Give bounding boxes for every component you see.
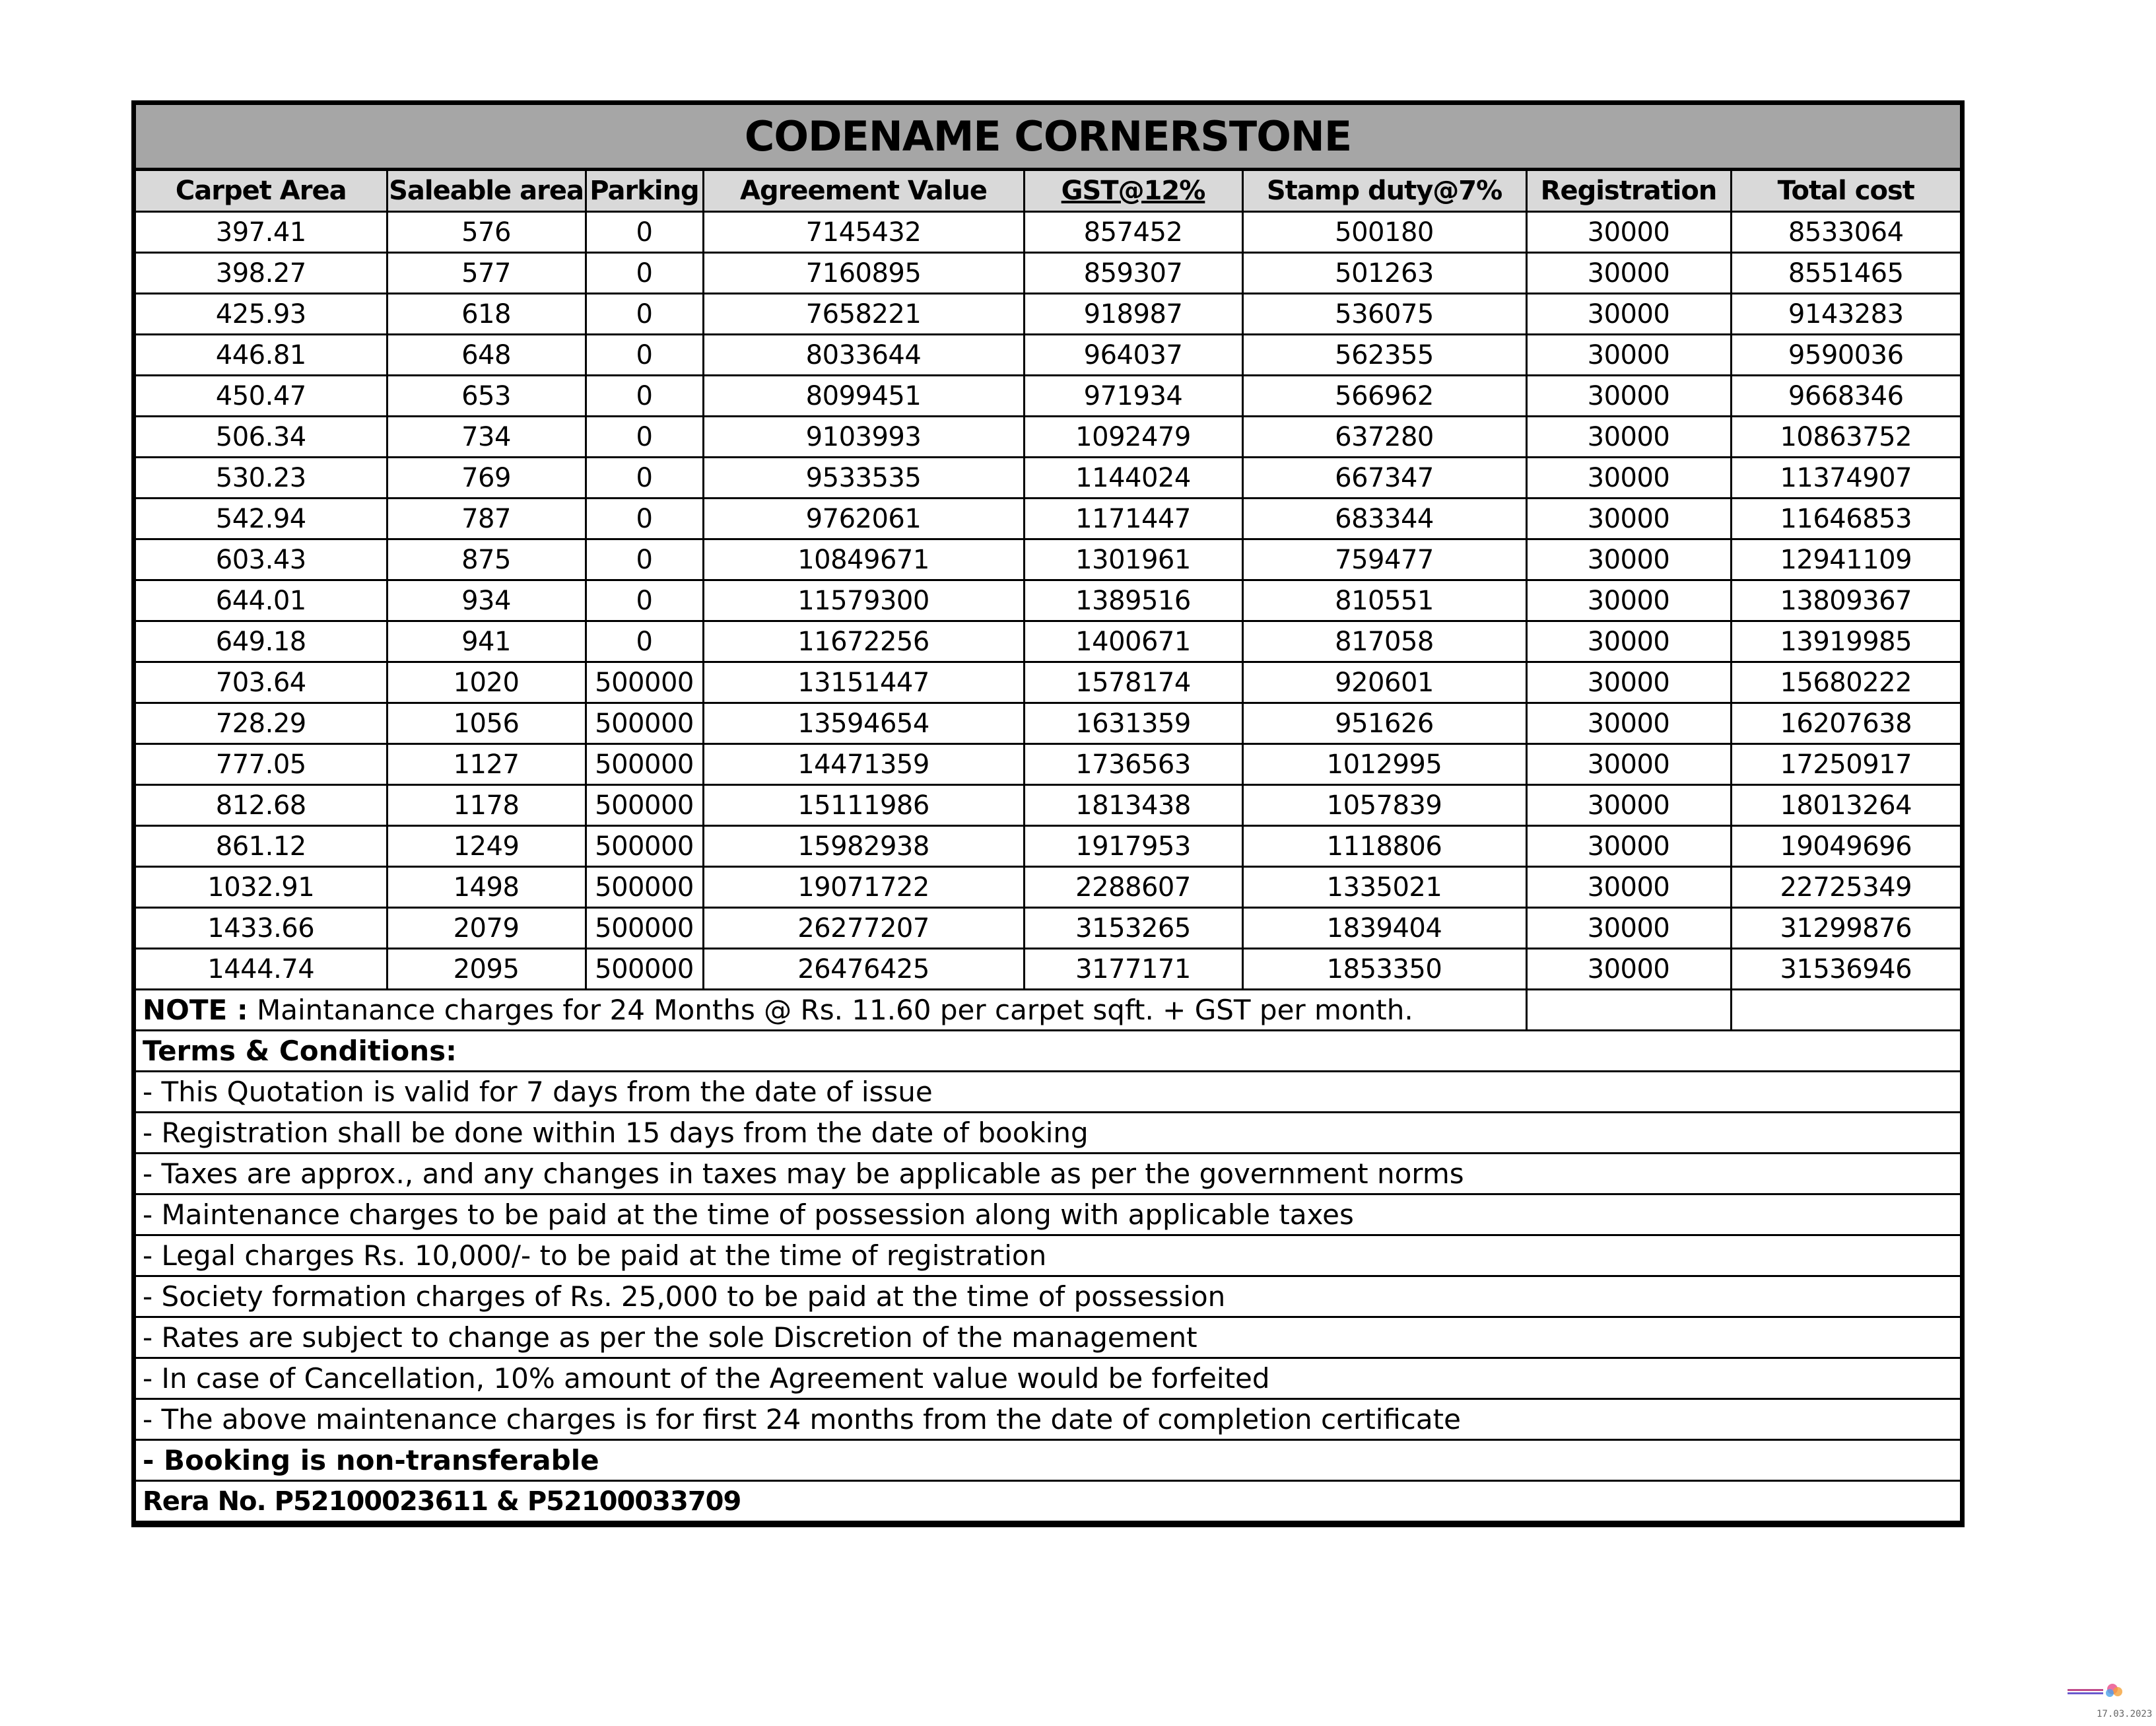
cell-gst: 1631359: [1024, 703, 1242, 744]
booking-row: [136, 1440, 1960, 1481]
cell-total-cost: 11646853: [1731, 499, 1960, 539]
cell-total-cost: 22725349: [1731, 867, 1960, 908]
cell-registration: 30000: [1526, 621, 1731, 662]
price-table: [136, 171, 1960, 1523]
cell-agreement-value: 8099451: [703, 376, 1024, 417]
cell-registration: 30000: [1526, 335, 1731, 376]
cell-parking: 0: [586, 621, 703, 662]
header-row: [136, 171, 1960, 212]
cell-agreement-value: 13594654: [703, 703, 1024, 744]
cell-total-cost: 8551465: [1731, 253, 1960, 294]
table-row: [136, 908, 1960, 949]
cell-parking: 0: [586, 294, 703, 335]
cell-saleable-area: 576: [387, 212, 586, 253]
table-row: [136, 335, 1960, 376]
table-row: [136, 253, 1960, 294]
table-row: [136, 458, 1960, 499]
cell-carpet-area: 542.94: [136, 499, 387, 539]
terms-item: - Rates are subject to change as per the sole Discretion of the management: [136, 1317, 1960, 1358]
cell-agreement-value: 11672256: [703, 621, 1024, 662]
cell-carpet-area: 812.68: [136, 785, 387, 826]
cell-stamp-duty: 667347: [1242, 458, 1526, 499]
rera-number: Rera No. P52100023611 & P52100033709: [136, 1481, 1960, 1522]
cell-carpet-area: 649.18: [136, 621, 387, 662]
terms-row: [136, 1235, 1960, 1276]
terms-item: - This Quotation is valid for 7 days from the date of issue: [136, 1072, 1960, 1113]
cell-carpet-area: 450.47: [136, 376, 387, 417]
sheet-title: CODENAME CORNERSTONE: [136, 105, 1960, 171]
cell-parking: 500000: [586, 785, 703, 826]
cell-saleable-area: 875: [387, 539, 586, 580]
cell-gst: 3177171: [1024, 949, 1242, 990]
cell-stamp-duty: 500180: [1242, 212, 1526, 253]
cell-carpet-area: 397.41: [136, 212, 387, 253]
cell-agreement-value: 15111986: [703, 785, 1024, 826]
cell-carpet-area: 530.23: [136, 458, 387, 499]
terms-item: - The above maintenance charges is for first 24 months from the date of completion certificate: [136, 1399, 1960, 1440]
cell-stamp-duty: 637280: [1242, 417, 1526, 458]
cell-parking: 0: [586, 335, 703, 376]
notes-section: [136, 990, 1960, 1072]
col-header-agreement-value: Agreement Value: [703, 171, 1024, 212]
cell-gst: 1389516: [1024, 580, 1242, 621]
cell-stamp-duty: 1335021: [1242, 867, 1526, 908]
footer-date: 17.03.2023: [2097, 1709, 2153, 1719]
cell-registration: 30000: [1526, 499, 1731, 539]
cell-registration: 30000: [1526, 376, 1731, 417]
terms-row: [136, 1317, 1960, 1358]
cell-agreement-value: 13151447: [703, 662, 1024, 703]
cell-total-cost: 13809367: [1731, 580, 1960, 621]
cell-registration: 30000: [1526, 294, 1731, 335]
cell-carpet-area: 506.34: [136, 417, 387, 458]
table-row: [136, 417, 1960, 458]
cell-gst: 1813438: [1024, 785, 1242, 826]
cell-stamp-duty: 562355: [1242, 335, 1526, 376]
cell-saleable-area: 734: [387, 417, 586, 458]
cell-agreement-value: 15982938: [703, 826, 1024, 867]
cell-carpet-area: 644.01: [136, 580, 387, 621]
cell-saleable-area: 1498: [387, 867, 586, 908]
table-row: [136, 867, 1960, 908]
table-row: [136, 826, 1960, 867]
cell-agreement-value: 19071722: [703, 867, 1024, 908]
col-header-saleable-area: Saleable area: [387, 171, 586, 212]
cell-total-cost: 12941109: [1731, 539, 1960, 580]
col-header-stamp-duty: Stamp duty@7%: [1242, 171, 1526, 212]
cell-stamp-duty: 683344: [1242, 499, 1526, 539]
cell-parking: 500000: [586, 662, 703, 703]
cell-gst: 1144024: [1024, 458, 1242, 499]
cell-stamp-duty: 1012995: [1242, 744, 1526, 785]
cell-registration: 30000: [1526, 826, 1731, 867]
cell-gst: 859307: [1024, 253, 1242, 294]
col-header-total-cost: Total cost: [1731, 171, 1960, 212]
cell-total-cost: 9143283: [1731, 294, 1960, 335]
terms-item: - Maintenance charges to be paid at the time of possession along with applicable taxes: [136, 1194, 1960, 1235]
cell-gst: 2288607: [1024, 867, 1242, 908]
col-header-registration: Registration: [1526, 171, 1731, 212]
cell-saleable-area: 1056: [387, 703, 586, 744]
cell-gst: 918987: [1024, 294, 1242, 335]
table-row: [136, 376, 1960, 417]
cell-parking: 0: [586, 212, 703, 253]
terms-item: - Society formation charges of Rs. 25,000 to be paid at the time of possession: [136, 1276, 1960, 1317]
cell-gst: 1578174: [1024, 662, 1242, 703]
cell-stamp-duty: 951626: [1242, 703, 1526, 744]
cell-gst: 1917953: [1024, 826, 1242, 867]
cell-agreement-value: 9762061: [703, 499, 1024, 539]
cell-parking: 500000: [586, 908, 703, 949]
table-row: [136, 539, 1960, 580]
cell-registration: 30000: [1526, 703, 1731, 744]
footer-section: [136, 1440, 1960, 1522]
cell-agreement-value: 11579300: [703, 580, 1024, 621]
cell-agreement-value: 9533535: [703, 458, 1024, 499]
cell-agreement-value: 26277207: [703, 908, 1024, 949]
cell-agreement-value: 7658221: [703, 294, 1024, 335]
cell-total-cost: 11374907: [1731, 458, 1960, 499]
cell-saleable-area: 941: [387, 621, 586, 662]
cell-total-cost: 15680222: [1731, 662, 1960, 703]
cell-parking: 0: [586, 539, 703, 580]
terms-row: [136, 1194, 1960, 1235]
terms-heading: Terms & Conditions:: [136, 1031, 1960, 1072]
cell-saleable-area: 618: [387, 294, 586, 335]
cell-parking: 0: [586, 580, 703, 621]
rera-row: [136, 1481, 1960, 1522]
cell-saleable-area: 769: [387, 458, 586, 499]
cell-parking: 0: [586, 376, 703, 417]
terms-row: [136, 1358, 1960, 1399]
cell-parking: 500000: [586, 867, 703, 908]
cell-gst: 1301961: [1024, 539, 1242, 580]
cell-carpet-area: 861.12: [136, 826, 387, 867]
cell-registration: 30000: [1526, 908, 1731, 949]
table-row: [136, 703, 1960, 744]
cell-stamp-duty: 1839404: [1242, 908, 1526, 949]
terms-row: [136, 1113, 1960, 1154]
terms-item: - Legal charges Rs. 10,000/- to be paid at the time of registration: [136, 1235, 1960, 1276]
note-text: Maintanance charges for 24 Months @ Rs. 11.60 per carpet sqft. + GST per month.: [248, 994, 1413, 1026]
table-row: [136, 212, 1960, 253]
cell-registration: 30000: [1526, 253, 1731, 294]
cell-stamp-duty: 566962: [1242, 376, 1526, 417]
cell-parking: 0: [586, 417, 703, 458]
cell-saleable-area: 1249: [387, 826, 586, 867]
cell-carpet-area: 446.81: [136, 335, 387, 376]
cell-stamp-duty: 501263: [1242, 253, 1526, 294]
cell-gst: 1736563: [1024, 744, 1242, 785]
note-row: [136, 990, 1960, 1031]
cell-registration: 30000: [1526, 662, 1731, 703]
cell-registration: 30000: [1526, 785, 1731, 826]
terms-list: [136, 1072, 1960, 1440]
cell-gst: 857452: [1024, 212, 1242, 253]
cell-agreement-value: 7160895: [703, 253, 1024, 294]
cell-total-cost: 10863752: [1731, 417, 1960, 458]
terms-item: - Registration shall be done within 15 days from the date of booking: [136, 1113, 1960, 1154]
cell-stamp-duty: 920601: [1242, 662, 1526, 703]
table-row: [136, 621, 1960, 662]
cell-total-cost: 31536946: [1731, 949, 1960, 990]
cell-agreement-value: 8033644: [703, 335, 1024, 376]
cell-carpet-area: 425.93: [136, 294, 387, 335]
cell-stamp-duty: 1118806: [1242, 826, 1526, 867]
col-header-gst: GST@12%: [1024, 171, 1242, 212]
price-sheet: [131, 100, 1965, 1527]
col-header-parking: Parking: [586, 171, 703, 212]
cell-registration: 30000: [1526, 212, 1731, 253]
cell-saleable-area: 2095: [387, 949, 586, 990]
cell-stamp-duty: 810551: [1242, 580, 1526, 621]
cell-stamp-duty: 1853350: [1242, 949, 1526, 990]
cell-total-cost: 9668346: [1731, 376, 1960, 417]
cell-agreement-value: 26476425: [703, 949, 1024, 990]
table-row: [136, 580, 1960, 621]
cell-carpet-area: 703.64: [136, 662, 387, 703]
table-row: [136, 662, 1960, 703]
cell-carpet-area: 1444.74: [136, 949, 387, 990]
table-row: [136, 949, 1960, 990]
cell-registration: 30000: [1526, 580, 1731, 621]
note-label: NOTE :: [143, 994, 248, 1026]
terms-row: [136, 1399, 1960, 1440]
cell-saleable-area: 787: [387, 499, 586, 539]
cell-registration: 30000: [1526, 458, 1731, 499]
cell-parking: 0: [586, 458, 703, 499]
cell-total-cost: 13919985: [1731, 621, 1960, 662]
cell-carpet-area: 603.43: [136, 539, 387, 580]
terms-heading-row: [136, 1031, 1960, 1072]
cell-agreement-value: 10849671: [703, 539, 1024, 580]
cell-saleable-area: 648: [387, 335, 586, 376]
cell-total-cost: 17250917: [1731, 744, 1960, 785]
cell-carpet-area: 728.29: [136, 703, 387, 744]
cell-total-cost: 19049696: [1731, 826, 1960, 867]
logo-mark-icon: [2066, 1682, 2130, 1700]
cell-gst: 1092479: [1024, 417, 1242, 458]
terms-item: - In case of Cancellation, 10% amount of the Agreement value would be forfeited: [136, 1358, 1960, 1399]
cell-stamp-duty: 1057839: [1242, 785, 1526, 826]
cell-total-cost: 9590036: [1731, 335, 1960, 376]
cell-saleable-area: 1178: [387, 785, 586, 826]
cell-registration: 30000: [1526, 417, 1731, 458]
cell-parking: 0: [586, 499, 703, 539]
cell-registration: 30000: [1526, 949, 1731, 990]
cell-carpet-area: 398.27: [136, 253, 387, 294]
cell-agreement-value: 7145432: [703, 212, 1024, 253]
note-empty-cell: [1526, 990, 1731, 1031]
note-cell: [136, 990, 1526, 1031]
table-row: [136, 294, 1960, 335]
cell-registration: 30000: [1526, 867, 1731, 908]
cell-total-cost: 8533064: [1731, 212, 1960, 253]
cell-parking: 500000: [586, 703, 703, 744]
terms-row: [136, 1072, 1960, 1113]
price-rows: [136, 212, 1960, 990]
cell-agreement-value: 9103993: [703, 417, 1024, 458]
cell-stamp-duty: 817058: [1242, 621, 1526, 662]
cell-stamp-duty: 536075: [1242, 294, 1526, 335]
terms-row: [136, 1154, 1960, 1194]
cell-carpet-area: 1433.66: [136, 908, 387, 949]
cell-saleable-area: 934: [387, 580, 586, 621]
cell-gst: 971934: [1024, 376, 1242, 417]
terms-item: - Taxes are approx., and any changes in taxes may be applicable as per the government norms: [136, 1154, 1960, 1194]
cell-registration: 30000: [1526, 744, 1731, 785]
cell-stamp-duty: 759477: [1242, 539, 1526, 580]
table-row: [136, 785, 1960, 826]
cell-saleable-area: 1020: [387, 662, 586, 703]
cell-gst: 1400671: [1024, 621, 1242, 662]
cell-total-cost: 16207638: [1731, 703, 1960, 744]
note-empty-cell: [1731, 990, 1960, 1031]
cell-total-cost: 18013264: [1731, 785, 1960, 826]
cell-gst: 1171447: [1024, 499, 1242, 539]
cell-gst: 964037: [1024, 335, 1242, 376]
cell-saleable-area: 2079: [387, 908, 586, 949]
cell-parking: 0: [586, 253, 703, 294]
cell-gst: 3153265: [1024, 908, 1242, 949]
cell-carpet-area: 1032.91: [136, 867, 387, 908]
cell-registration: 30000: [1526, 539, 1731, 580]
cell-total-cost: 31299876: [1731, 908, 1960, 949]
cell-agreement-value: 14471359: [703, 744, 1024, 785]
cell-carpet-area: 777.05: [136, 744, 387, 785]
cell-parking: 500000: [586, 826, 703, 867]
table-row: [136, 499, 1960, 539]
cell-saleable-area: 577: [387, 253, 586, 294]
cell-saleable-area: 1127: [387, 744, 586, 785]
cell-parking: 500000: [586, 949, 703, 990]
cell-parking: 500000: [586, 744, 703, 785]
terms-row: [136, 1276, 1960, 1317]
booking-note: - Booking is non-transferable: [136, 1440, 1960, 1481]
col-header-carpet-area: Carpet Area: [136, 171, 387, 212]
table-row: [136, 744, 1960, 785]
cell-saleable-area: 653: [387, 376, 586, 417]
